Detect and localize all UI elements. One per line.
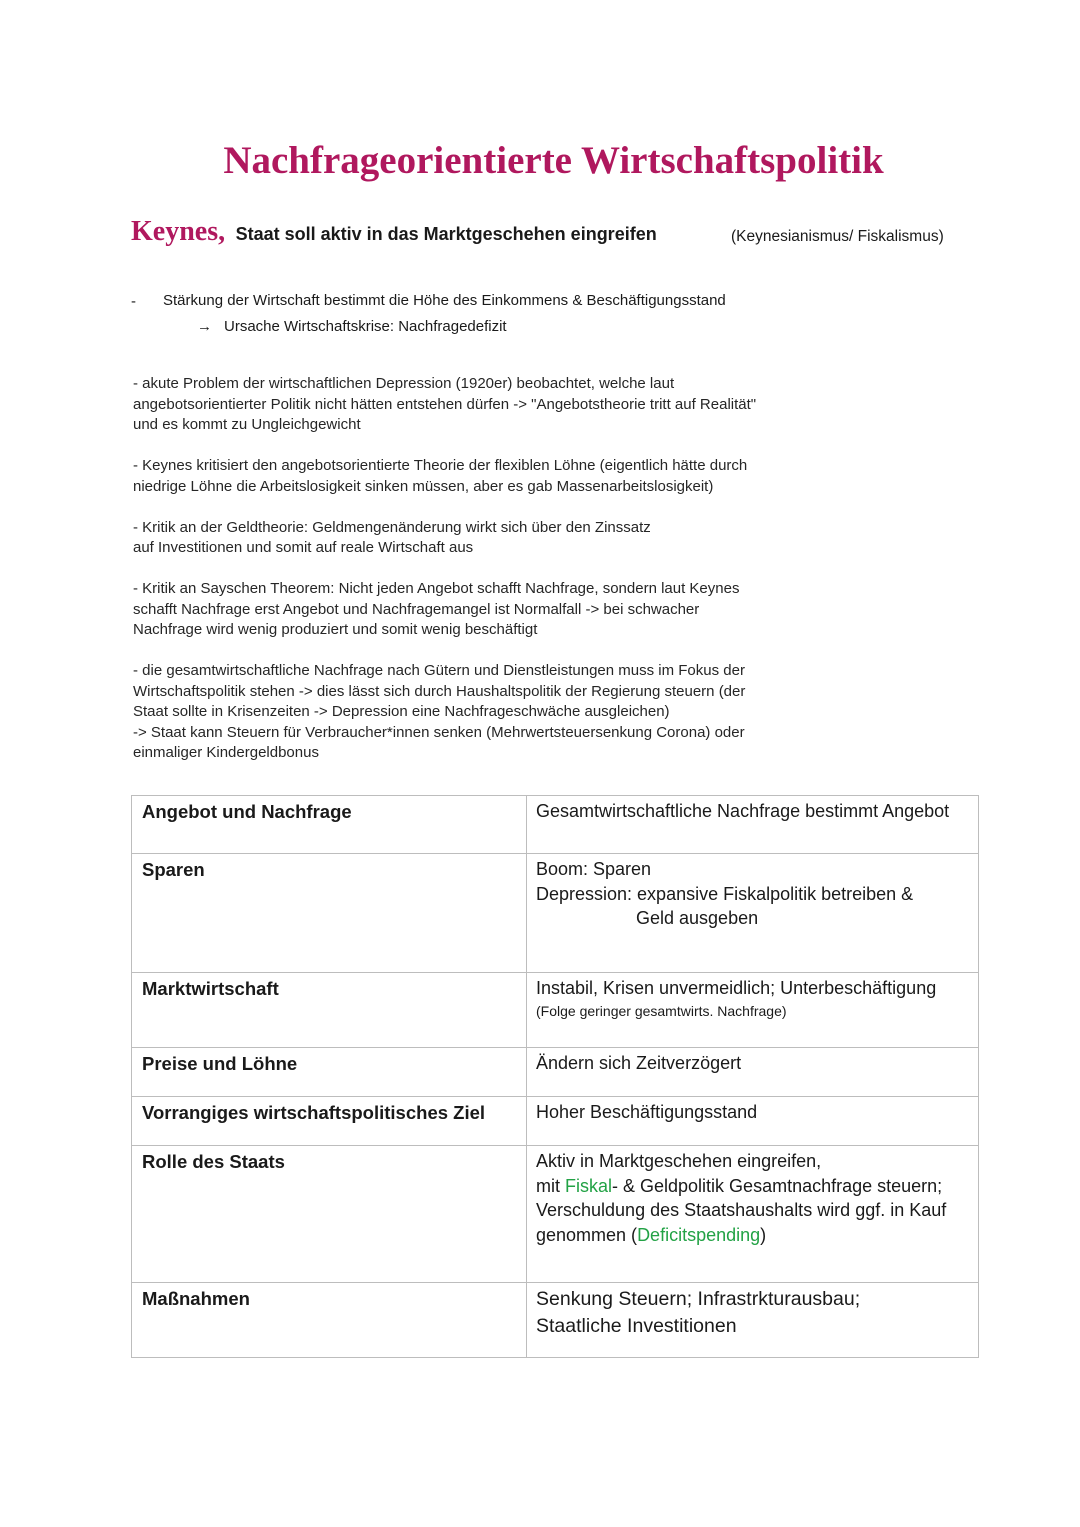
- note-paragraph: - Kritik an der Geldtheorie: Geldmengenänderung wirkt sich über den Zinssatz auf Investitionen und somit auf reale Wirtschaft aus: [133, 518, 651, 556]
- table-row: [132, 796, 979, 854]
- value-line: Geld ausgeben: [636, 908, 759, 928]
- row-key: Preise und Löhne: [132, 1048, 527, 1097]
- value-line: Boom: Sparen: [536, 859, 652, 879]
- arrow-right-icon: →: [197, 318, 212, 335]
- note-paragraph: - Keynes kritisiert den angebotsorientierte Theorie der flexiblen Löhne (eigentlich hätte durch niedrige Löhne die Arbeitslosigkeit sinken müssen, aber es gab Massenarbeitslosigkeit): [133, 457, 748, 495]
- row-key: Rolle des Staats: [132, 1146, 527, 1283]
- highlight-deficitspending: Deficitspending: [637, 1224, 761, 1245]
- subheading-aside: (Keynesianismus/ Fiskalismus): [731, 228, 944, 245]
- highlight-fiskal: Fiskal: [565, 1175, 613, 1196]
- page-title: Nachfrageorientierte Wirtschaftspolitik: [223, 139, 884, 182]
- row-value: [527, 1283, 979, 1358]
- row-key: Sparen: [132, 854, 527, 973]
- subheading: [131, 216, 657, 248]
- row-key: Vorrangiges wirtschaftspolitisches Ziel: [132, 1097, 527, 1146]
- text-run: genommen (: [536, 1224, 638, 1245]
- row-value: [527, 854, 979, 973]
- row-key: Maßnahmen: [132, 1283, 527, 1358]
- value-line: Instabil, Krisen unvermeidlich; Unterbeschäftigung: [536, 978, 937, 998]
- table-row: [132, 854, 979, 973]
- bullet-arrow-text: Ursache Wirtschaftskrise: Nachfragedefizit: [224, 318, 507, 335]
- value-line: Staatliche Investitionen: [536, 1315, 737, 1337]
- value-line: Senkung Steuern; Infrastrkturausbau;: [536, 1288, 861, 1310]
- text-run: mit: [536, 1175, 565, 1196]
- note-paragraph: - akute Problem der wirtschaftlichen Depression (1920er) beobachtet, welche laut angebotsorientierter Politik nicht hätten entstehen dürfen -> "Angebotstheorie tritt auf Realität" und es kommt zu Ungleichgewicht: [133, 375, 757, 433]
- row-value: [527, 1146, 979, 1283]
- table-row: [132, 973, 979, 1048]
- row-key: Angebot und Nachfrage: [132, 796, 527, 854]
- comparison-table: [131, 795, 979, 1358]
- notes-paragraphs: [133, 374, 853, 784]
- row-key: Marktwirtschaft: [132, 973, 527, 1048]
- text-run: ): [760, 1224, 767, 1245]
- row-value: [527, 973, 979, 1048]
- subheading-claim: Staat soll aktiv in das Marktgeschehen eingreifen: [235, 224, 657, 244]
- value-line: Aktiv in Marktgeschehen eingreifen,: [536, 1151, 822, 1171]
- row-value: Hoher Beschäftigungsstand: [527, 1097, 979, 1146]
- bullet-dash: -: [131, 293, 136, 310]
- table-row: [132, 1146, 979, 1283]
- note-paragraph: - Kritik an Sayschen Theorem: Nicht jeden Angebot schafft Nachfrage, sondern laut Keynes schafft Nachfrage erst Angebot und Nachfragemangel ist Normalfall -> bei schwacher Nachfrage wird wenig produziert und somit wenig beschäftigt: [133, 580, 740, 638]
- value-line: [536, 1223, 969, 1248]
- text-run: - & Geldpolitik Gesamtnachfrage steuern;: [612, 1175, 943, 1196]
- bullet-arrow-line: [197, 318, 507, 335]
- value-line: Depression: expansive Fiskalpolitik betreiben &: [536, 883, 914, 904]
- row-value: Ändern sich Zeitverzögert: [527, 1048, 979, 1097]
- table-row: [132, 1283, 979, 1358]
- table-row: [132, 1048, 979, 1097]
- table-row: [132, 1097, 979, 1146]
- value-line: [536, 1174, 969, 1199]
- value-note: (Folge geringer gesamtwirts. Nachfrage): [536, 1002, 787, 1019]
- subheading-name: Keynes,: [131, 216, 226, 247]
- value-line: Verschuldung des Staatshaushalts wird ggf. in Kauf: [536, 1200, 947, 1220]
- bullet-text: Stärkung der Wirtschaft bestimmt die Höhe des Einkommens & Beschäftigungsstand: [163, 292, 726, 309]
- note-paragraph: - die gesamtwirtschaftliche Nachfrage nach Gütern und Dienstleistungen muss im Fokus der Wirtschaftspolitik stehen -> dies lässt sich durch Haushaltspolitik der Regierung steuern (der Staat sollte in Krisenzeiten -> Depression eine Nachfrageschwäche ausgleichen) -> Staat kann Steuern für Verbraucher*innen senken (Mehrwertsteuersenkung Corona) oder einmaliger Kindergeldbonus: [133, 662, 746, 761]
- row-value: Gesamtwirtschaftliche Nachfrage bestimmt Angebot: [527, 796, 979, 854]
